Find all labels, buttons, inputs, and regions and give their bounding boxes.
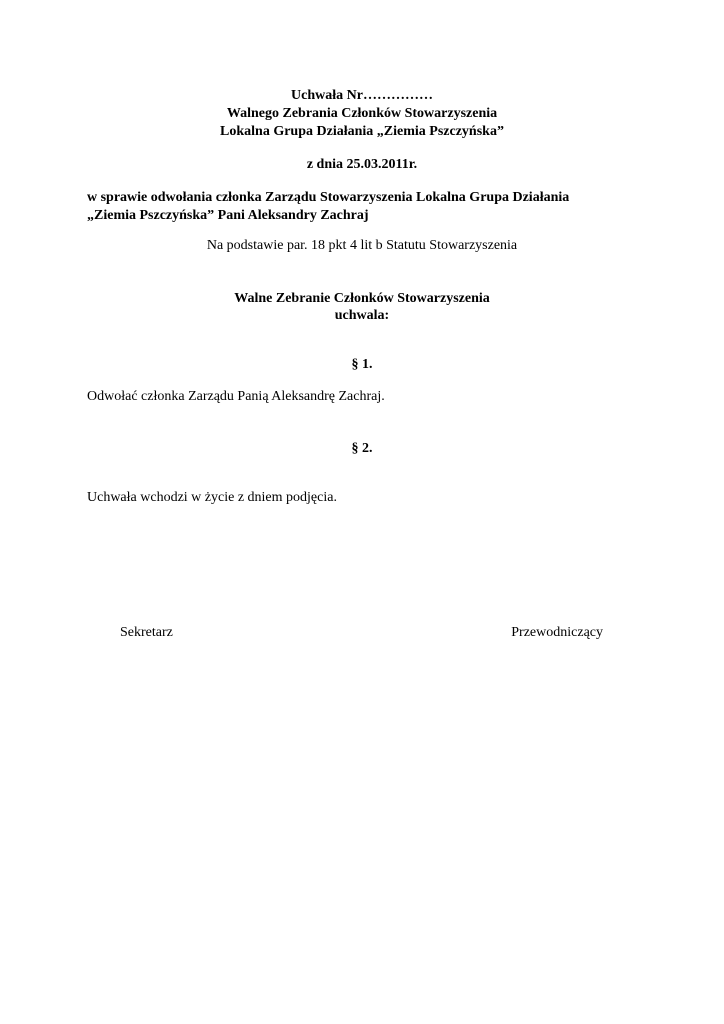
body-heading: Walne Zebranie Członków Stowarzyszenia xyxy=(234,291,490,306)
signature-chairman: Przewodniczący xyxy=(511,625,603,640)
resolution-date: z dnia 25.03.2011r. xyxy=(306,157,418,172)
body-heading-decides: uchwala: xyxy=(334,308,390,323)
section-2-text: Uchwała wchodzi w życie z dniem podjęcia. xyxy=(87,490,337,505)
legal-basis: Na podstawie par. 18 pkt 4 lit b Statutu Stowarzyszenia xyxy=(206,238,518,253)
section-1-text: Odwołać członka Zarządu Panią Aleksandrę Zachraj. xyxy=(87,389,385,404)
subject-line-1: w sprawie odwołania członka Zarządu Stowarzyszenia Lokalna Grupa Działania xyxy=(87,190,570,205)
section-2-heading: § 2. xyxy=(351,441,373,456)
subject-line-2: „Ziemia Pszczyńska” Pani Aleksandry Zachraj xyxy=(87,208,369,223)
signature-secretary: Sekretarz xyxy=(120,625,173,640)
resolution-title: Uchwała Nr…………… xyxy=(291,88,433,103)
resolution-issuer: Walnego Zebrania Członków Stowarzyszenia xyxy=(226,106,498,121)
organization-name: Lokalna Grupa Działania „Ziemia Pszczyńska” xyxy=(220,124,504,139)
section-1-heading: § 1. xyxy=(351,357,373,372)
